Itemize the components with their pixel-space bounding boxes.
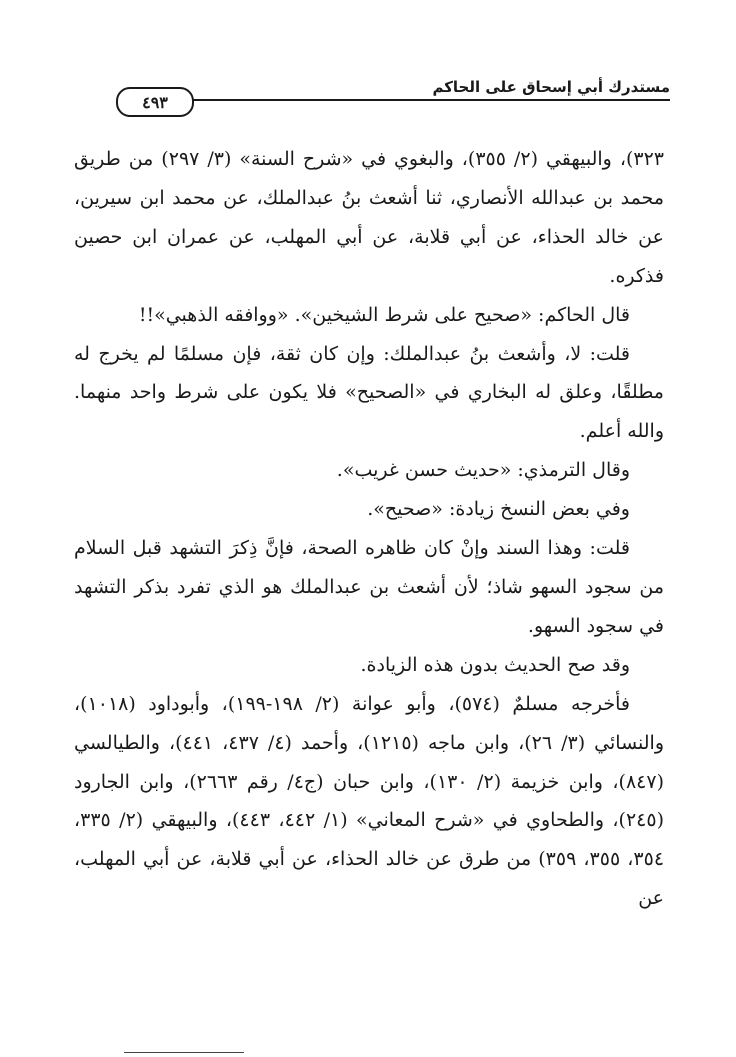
running-title: مستدرك أبي إسحاق على الحاكم: [432, 78, 670, 96]
paragraph: فأخرجه مسلمٌ (٥٧٤)، وأبو عوانة (٢/ ١٩٨-١٩٩)، وأبوداود (١٠١٨)، والنسائي (٣/ ٢٦)، وابن ماجه (١٢١٥)، وأحمد (٤/ ٤٣٧، ٤٤١)، والطيالسي (٨٤٧)، وابن خزيمة (٢/ ١٣٠)، وابن حبان (ج٤/ رقم ٢٦٦٣)، وابن الجارود (٢٤٥)، والطحاوي في «شرح المعاني» (١/ ٤٤٢، ٤٤٣)، والبيهقي (٢/ ٣٣٥، ٣٥٤، ٣٥٥، ٣٥٩) من طرق عن خالد الحذاء، عن أبي قلابة، عن أبي المهلب، عن: [74, 692, 665, 910]
page-number-badge: ٤٩٣: [116, 87, 194, 117]
paragraph: ٣٢٣)، والبيهقي (٢/ ٣٥٥)، والبغوي في «شرح السنة» (٣/ ٢٩٧) من طريق محمد بن عبدالله الأنصاري، ثنا أشعث بنُ عبدالملك، عن محمد ابن سيرين، عن خالد الحذاء، عن أبي قلابة، عن أبي المهلب، عن عمران ابن حصين فذكره.: [74, 148, 664, 287]
paragraph: قال الحاكم: «صحيح على شرط الشيخين». «ووافقه الذهبي»!!: [138, 303, 630, 326]
paragraph: وقال الترمذي: «حديث حسن غريب».: [336, 459, 630, 482]
paragraph: وقد صح الحديث بدون هذه الزيادة.: [360, 653, 630, 676]
paragraph: وفي بعض النسخ زيادة: «صحيح».: [367, 498, 630, 521]
header-divider: [188, 99, 670, 101]
page-header: [66, 74, 670, 114]
paragraph: قلت: لا، وأشعث بنُ عبدالملك: وإن كان ثقة، فإن مسلمًا لم يخرج له مطلقًا، وعلق له البخاري في «الصحيح» فلا يكون على شرط واحد منهما. والله أعلم.: [74, 342, 664, 443]
footnote-separator: [124, 1052, 244, 1053]
paragraph: قلت: وهذا السند وإنْ كان ظاهره الصحة، فإنَّ ذِكرَ التشهد قبل السلام من سجود السهو شاذ؛ لأن أشعث بن عبدالملك هو الذي تفرد بذكر التشهد في سجود السهو.: [74, 537, 664, 637]
page-body: [74, 140, 664, 918]
